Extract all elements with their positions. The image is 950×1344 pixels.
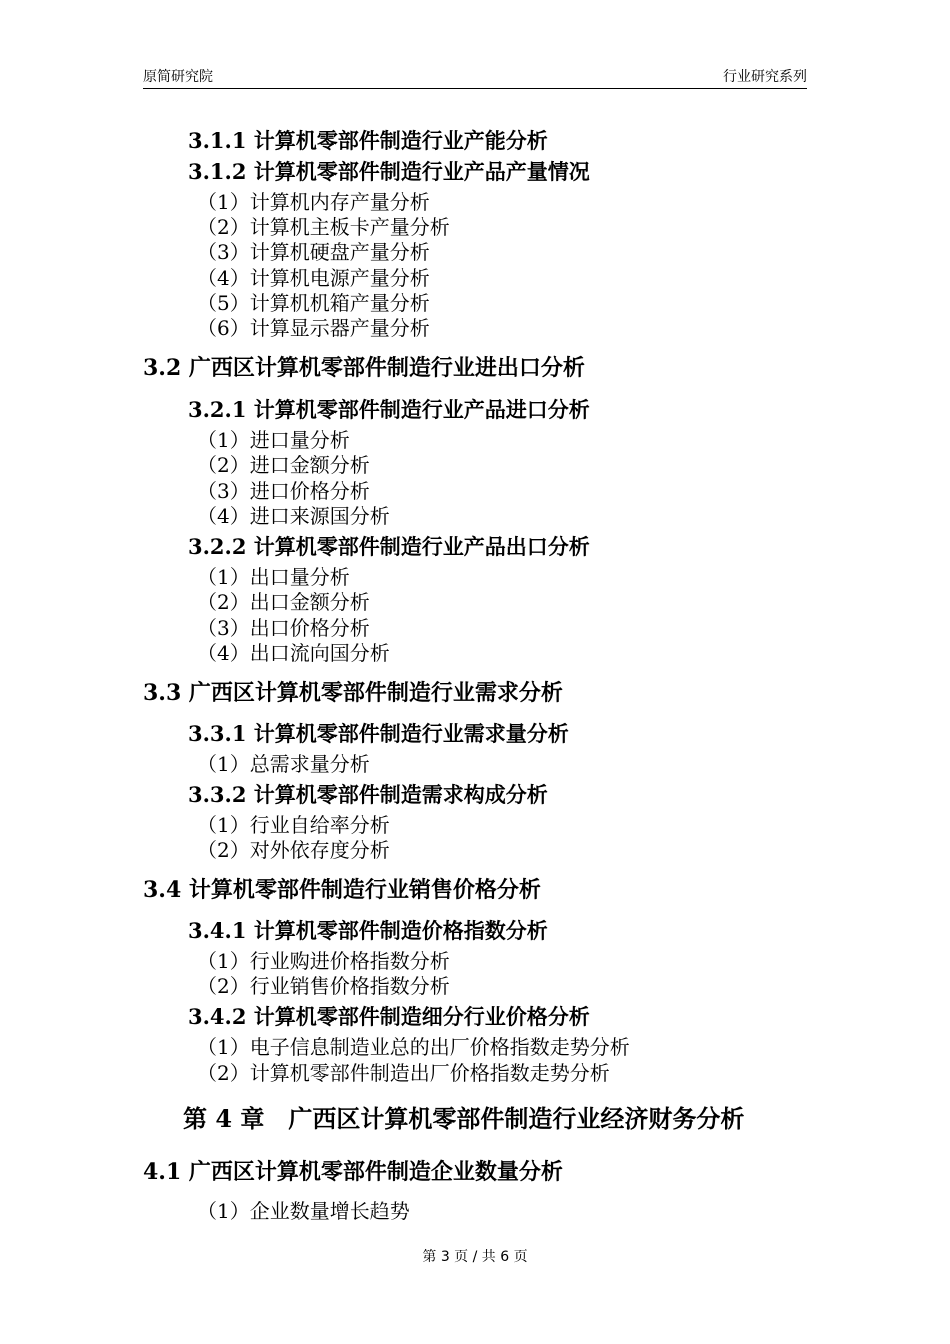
toc-item: （1）企业数量增长趋势 [197,1199,410,1223]
toc-item: （1）行业自给率分析 [197,813,390,837]
toc-item: （1）电子信息制造业总的出厂价格指数走势分析 [197,1035,630,1059]
toc-item: （2）行业销售价格指数分析 [197,974,450,998]
toc-heading-3-1-1: 3.1.1 计算机零部件制造行业产能分析 [188,128,548,153]
page-header [143,66,807,89]
toc-item: （6）计算显示器产量分析 [197,316,430,340]
toc-heading-3-4-2: 3.4.2 计算机零部件制造细分行业价格分析 [188,1004,590,1029]
toc-item: （4）计算机电源产量分析 [197,266,430,290]
header-series: 行业研究系列 [723,69,807,85]
toc-item: （1）出口量分析 [197,565,350,589]
toc-heading-3-3: 3.3 广西区计算机零部件制造行业需求分析 [143,680,563,706]
toc-heading-3-2-1: 3.2.1 计算机零部件制造行业产品进口分析 [188,397,590,422]
toc-heading-3-3-2: 3.3.2 计算机零部件制造需求构成分析 [188,782,548,807]
toc-heading-4-1: 4.1 广西区计算机零部件制造企业数量分析 [143,1159,563,1185]
toc-item: （2）计算机主板卡产量分析 [197,215,450,239]
toc-item: （4）进口来源国分析 [197,504,390,528]
toc-heading-3-3-1: 3.3.1 计算机零部件制造行业需求量分析 [188,721,569,746]
toc-item: （2）出口金额分析 [197,590,370,614]
toc-item: （2）进口金额分析 [197,453,370,477]
toc-heading-3-2-2: 3.2.2 计算机零部件制造行业产品出口分析 [188,534,590,559]
toc-heading-3-2: 3.2 广西区计算机零部件制造行业进出口分析 [143,355,585,381]
toc-item: （3）计算机硬盘产量分析 [197,240,430,264]
toc-item: （4）出口流向国分析 [197,641,390,665]
toc-heading-3-1-2: 3.1.2 计算机零部件制造行业产品产量情况 [188,159,590,184]
toc-item: （5）计算机机箱产量分析 [197,291,430,315]
page-number: 第 3 页 / 共 6 页 [422,1249,528,1265]
toc-item: （1）进口量分析 [197,428,350,452]
toc-item: （1）总需求量分析 [197,752,370,776]
toc-item: （1）行业购进价格指数分析 [197,949,450,973]
toc-item: （2）计算机零部件制造出厂价格指数走势分析 [197,1061,610,1085]
toc-chapter-4: 第 4 章 广西区计算机零部件制造行业经济财务分析 [183,1104,745,1133]
toc-heading-3-4: 3.4 计算机零部件制造行业销售价格分析 [143,877,541,903]
toc-heading-3-4-1: 3.4.1 计算机零部件制造价格指数分析 [188,918,548,943]
toc-item: （2）对外依存度分析 [197,838,390,862]
header-publisher: 原简研究院 [143,69,213,85]
toc-item: （3）进口价格分析 [197,479,370,503]
toc-item: （3）出口价格分析 [197,616,370,640]
toc-item: （1）计算机内存产量分析 [197,190,430,214]
